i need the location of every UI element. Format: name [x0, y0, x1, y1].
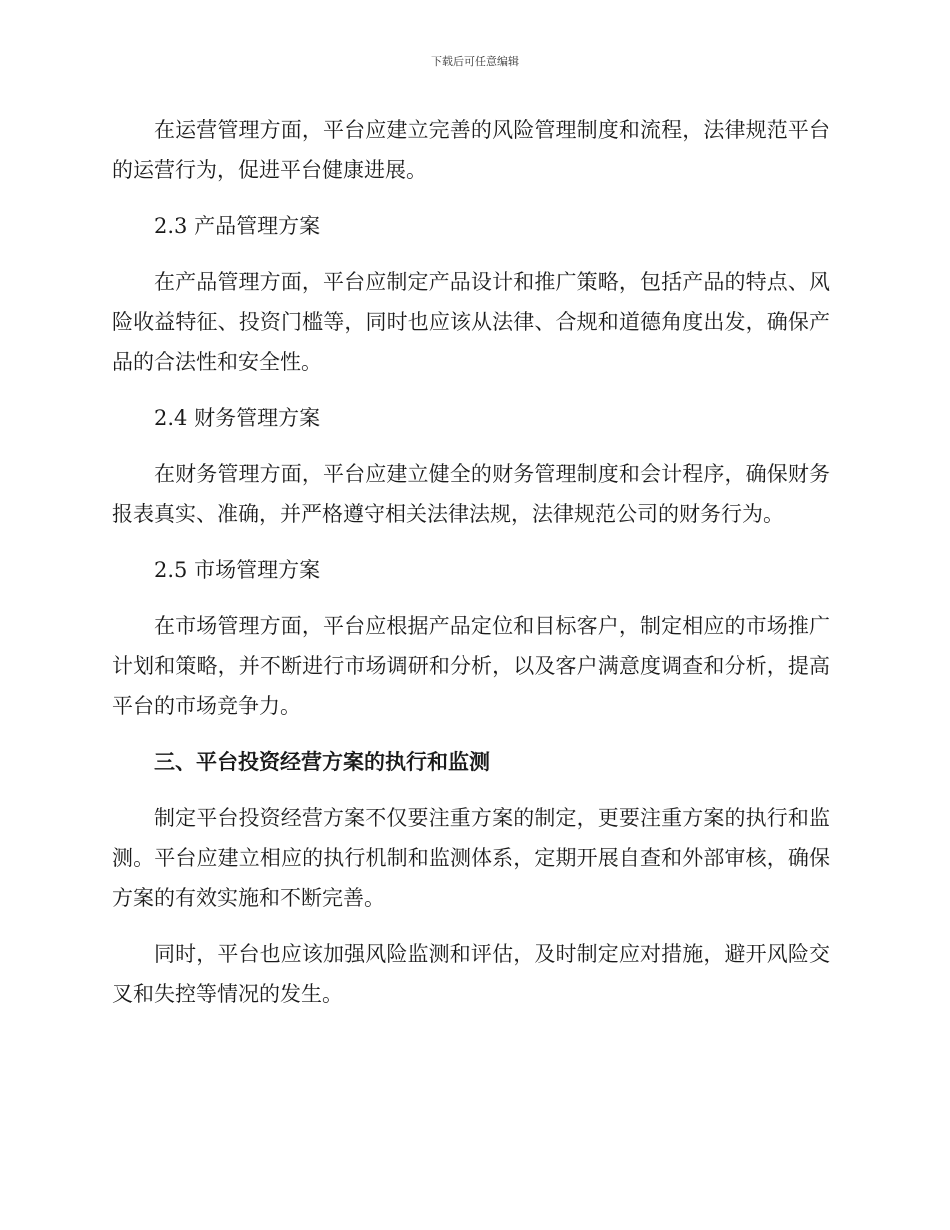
- paragraph-finance: 在财务管理方面，平台应建立健全的财务管理制度和会计程序，确保财务报表真实、准确，并严格遵守相关法律法规，法律规范公司的财务行为。: [112, 462, 830, 526]
- paragraph-product: 在产品管理方面，平台应制定产品设计和推广策略，包括产品的特点、风险收益特征、投资门槛等，同时也应该从法律、合规和道德角度出发，确保产品的合法性和安全性。: [112, 270, 830, 374]
- document-body: [112, 110, 830, 1030]
- section-heading-3: 三、平台投资经营方案的执行和监测: [154, 749, 490, 774]
- subheading-2-5: 2.5 市场管理方案: [154, 558, 321, 582]
- subheading-2-4: 2.4 财务管理方案: [154, 406, 321, 430]
- paragraph-operations: 在运营管理方面，平台应建立完善的风险管理制度和流程，法律规范平台的运营行为，促进平台健康进展。: [112, 118, 830, 182]
- paragraph-execution: 制定平台投资经营方案不仅要注重方案的制定，更要注重方案的执行和监测。平台应建立相应的执行机制和监测体系，定期开展自查和外部审核，确保方案的有效实施和不断完善。: [112, 806, 830, 910]
- paragraph-risk-monitoring: 同时，平台也应该加强风险监测和评估，及时制定应对措施，避开风险交叉和失控等情况的发生。: [112, 942, 830, 1006]
- header-note: 下载后可任意编辑: [431, 55, 519, 68]
- subheading-2-3: 2.3 产品管理方案: [154, 214, 321, 238]
- paragraph-market: 在市场管理方面，平台应根据产品定位和目标客户，制定相应的市场推广计划和策略，并不断进行市场调研和分析，以及客户满意度调查和分析，提高平台的市场竞争力。: [112, 614, 830, 718]
